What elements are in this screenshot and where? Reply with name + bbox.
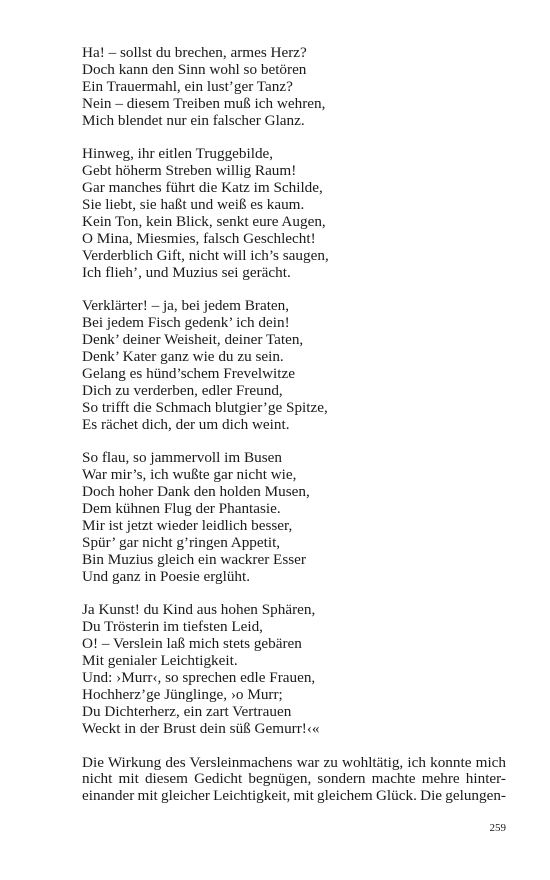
verse-line: Dich zu verderben, edler Freund, xyxy=(82,381,283,399)
verse-line: Gelang es hünd’schem Frevelwitze xyxy=(82,365,295,382)
verse-line: Ha! – sollst du brechen, armes Herz? xyxy=(82,44,307,61)
verse-line: Mir ist jetzt wieder leidlich besser, xyxy=(82,517,293,535)
verse-line: O! – Verslein laß mich stets gebären xyxy=(82,635,302,653)
verse-line: Doch kann den Sinn wohl so betören xyxy=(82,60,307,78)
verse-line: Du Dichterherz, ein zart Vertrauen xyxy=(82,702,292,720)
verse-line: Und ganz in Poesie erglüht. xyxy=(82,567,251,585)
verse-line: So trifft die Schmach blutgier’ge Spitze, xyxy=(82,398,328,416)
poem-stanza-2 xyxy=(82,146,506,281)
verse-line: Sie liebt, sie haßt und weiß es kaum. xyxy=(82,196,305,214)
verse-line: Bin Muzius gleich ein wackrer Esser xyxy=(82,550,306,568)
verse-line: Doch hoher Dank den holden Musen, xyxy=(82,483,310,501)
verse-line: Nein – diesem Treiben muß ich wehren, xyxy=(82,94,326,112)
prose-line: einander mit gleicher Leichtigkeit, mit gleichem Glück. Die gelungen- xyxy=(82,787,506,805)
prose-paragraph xyxy=(82,755,506,806)
verse-line: O Mina, Miesmies, falsch Geschlecht! xyxy=(82,229,316,247)
verse-line: Ein Trauermahl, ein lust’ger Tanz? xyxy=(82,77,293,95)
page-body xyxy=(82,45,506,805)
verse-line: Mich blendet nur ein falscher Glanz. xyxy=(82,111,305,129)
poem-stanza-3 xyxy=(82,298,506,433)
verse-line: Denk’ Kater ganz wie du zu sein. xyxy=(82,348,284,366)
verse-line: Weckt in der Brust dein süß Gemurr!‹« xyxy=(82,719,320,737)
verse-line: Ja Kunst! du Kind aus hohen Sphären, xyxy=(82,601,316,619)
verse-line: Hochherz’ge Jünglinge, ›o Murr; xyxy=(82,686,283,703)
verse-line: Ich flieh’, und Muzius sei gerächt. xyxy=(82,263,291,281)
verse-line: Spür’ gar nicht g’ringen Appetit, xyxy=(82,533,281,551)
verse-line: Es rächet dich, der um dich weint. xyxy=(82,415,290,433)
verse-line: Bei jedem Fisch gedenk’ ich dein! xyxy=(82,314,290,332)
verse-line: Und: ›Murr‹, so sprechen edle Frauen, xyxy=(82,669,316,687)
prose-line: nicht mit diesem Gedicht begnügen, sondern machte mehre hinter- xyxy=(82,770,506,788)
prose-line: Die Wirkung des Versleinmachens war zu wohltätig, ich konnte mich xyxy=(82,753,506,771)
verse-line: Gar manches führt die Katz im Schilde, xyxy=(82,179,323,197)
verse-line: Mit genialer Leichtigkeit. xyxy=(82,652,238,670)
page-number: 259 xyxy=(489,822,506,834)
verse-line: Kein Ton, kein Blick, senkt eure Augen, xyxy=(82,212,326,230)
verse-line: Dem kühnen Flug der Phantasie. xyxy=(82,500,281,518)
verse-line: War mir’s, ich wußte gar nicht wie, xyxy=(82,466,297,484)
verse-line: Verderblich Gift, nicht will ich’s saugen, xyxy=(82,246,329,264)
verse-line: Verklärter! – ja, bei jedem Braten, xyxy=(82,297,290,315)
poem-stanza-4 xyxy=(82,450,506,585)
poem-stanza-1 xyxy=(82,45,506,130)
verse-line: Hinweg, ihr eitlen Truggebilde, xyxy=(82,145,274,163)
poem-stanza-5 xyxy=(82,602,506,737)
verse-line: Gebt höherm Streben willig Raum! xyxy=(82,162,297,180)
verse-line: Denk’ deiner Weisheit, deiner Taten, xyxy=(82,331,304,349)
verse-line: Du Trösterin im tiefsten Leid, xyxy=(82,618,263,636)
verse-line: So flau, so jammervoll im Busen xyxy=(82,449,282,467)
